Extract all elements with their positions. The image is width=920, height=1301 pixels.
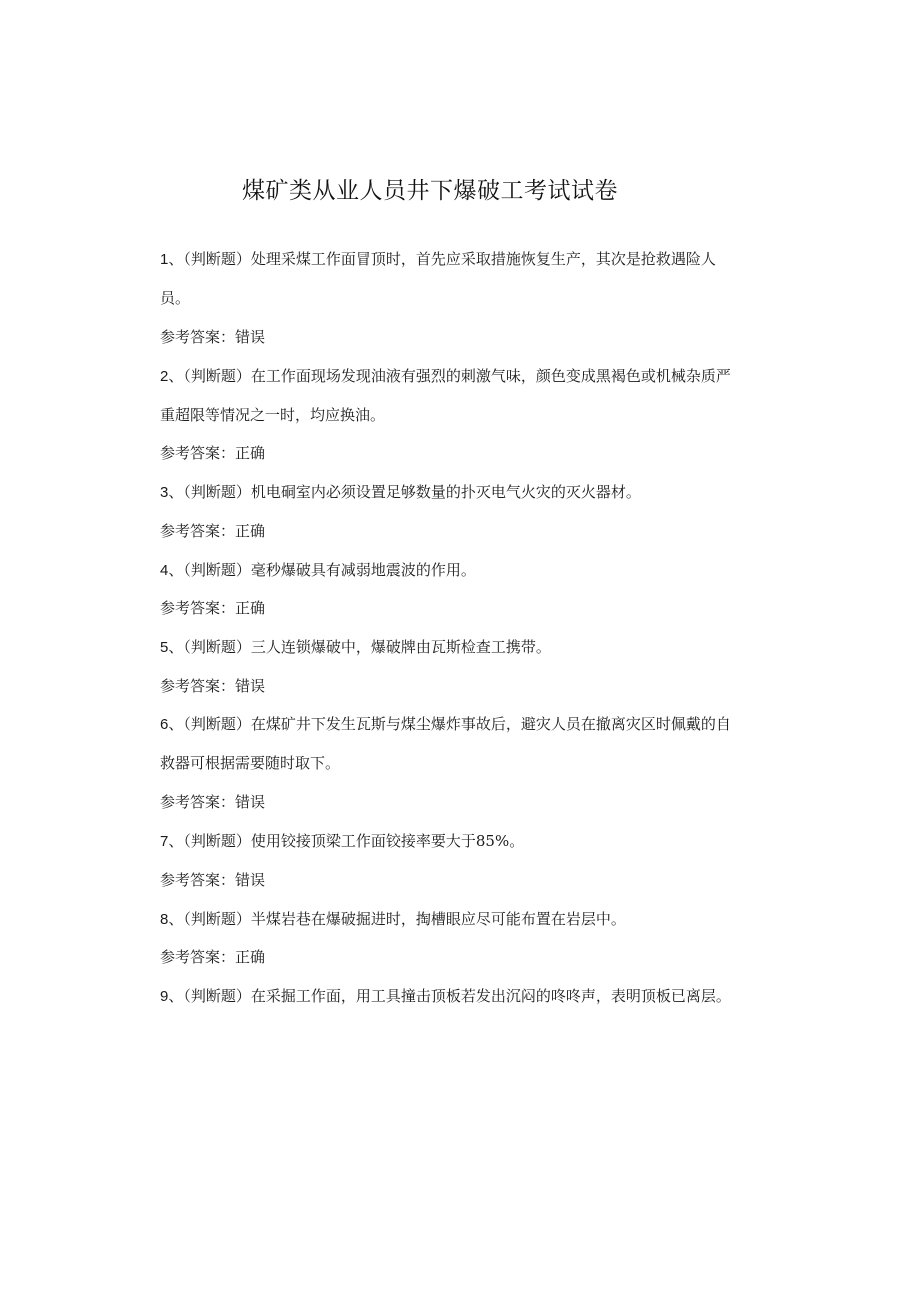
answer-label: 参考答案：: [160, 871, 236, 889]
answer-label: 参考答案：: [160, 328, 236, 346]
answer-value: 正确: [235, 522, 266, 540]
question-text: 处理采煤工作面冒顶时，首先应采取措施恢复生产，其次是抢救遇险人: [250, 250, 716, 268]
answer-label: 参考答案：: [160, 522, 236, 540]
question-number: 9: [160, 988, 169, 1005]
question-number: 1: [160, 251, 169, 268]
question-9: 9、（判断题）在采掘工作面，用工具撞击顶板若发出沉闷的咚咚声，表明顶板已离层。: [160, 987, 731, 1005]
question-type: （判断题）: [183, 483, 251, 501]
answer-8: [160, 947, 760, 967]
answer-label: 参考答案：: [160, 599, 236, 617]
answer-label: 参考答案：: [160, 444, 236, 462]
answer-value: 错误: [235, 871, 266, 889]
question-type: （判断题）: [183, 987, 251, 1005]
answer-7: [160, 870, 760, 890]
page-title: 煤矿类从业人员井下爆破工考试试卷: [242, 178, 618, 204]
question-number: 2: [160, 368, 169, 385]
question-2: 2、（判断题）在工作面现场发现油液有强烈的刺激气味，颜色变成黑褐色或机械杂质严: [160, 367, 731, 385]
answer-label: 参考答案：: [160, 948, 236, 966]
answer-1: [160, 327, 760, 347]
answer-5: [160, 676, 760, 696]
question-text: 在工作面现场发现油液有强烈的刺激气味，颜色变成黑褐色或机械杂质严: [250, 367, 731, 385]
answer-value: 错误: [235, 677, 266, 695]
answer-value: 正确: [235, 599, 266, 617]
answer-value: 正确: [235, 444, 266, 462]
question-number: 5: [160, 639, 169, 656]
answer-2: [160, 443, 760, 463]
question-text: 在采掘工作面，用工具撞击顶板若发出沉闷的咚咚声，表明顶板已离层。: [250, 987, 731, 1005]
question-5: 5、（判断题）三人连锁爆破中，爆破牌由瓦斯检查工携带。: [160, 638, 551, 656]
question-text: 三人连锁爆破中，爆破牌由瓦斯检查工携带。: [250, 638, 551, 656]
answer-value: 正确: [235, 948, 266, 966]
answer-label: 参考答案：: [160, 793, 236, 811]
question-number: 4: [160, 562, 169, 579]
answer-value: 错误: [235, 793, 266, 811]
answer-value: 错误: [235, 328, 266, 346]
question-number: 7: [160, 833, 169, 850]
question-text: 使用铰接顶梁工作面铰接率要大于85%。: [250, 832, 525, 850]
question-text: 半煤岩巷在爆破掘进时，掏槽眼应尽可能布置在岩层中。: [250, 910, 626, 928]
question-type: （判断题）: [183, 715, 251, 733]
question-number: 3: [160, 484, 169, 501]
question-7: 7、（判断题）使用铰接顶梁工作面铰接率要大于85%。: [160, 832, 525, 850]
question-number: 8: [160, 911, 169, 928]
question-6: 6、（判断题）在煤矿井下发生瓦斯与煤尘爆炸事故后，避灾人员在撤离灾区时佩戴的自: [160, 715, 731, 733]
question-type: （判断题）: [183, 561, 251, 579]
question-type: （判断题）: [183, 638, 251, 656]
question-type: （判断题）: [183, 250, 251, 268]
question-number: 6: [160, 716, 169, 733]
question-text: 在煤矿井下发生瓦斯与煤尘爆炸事故后，避灾人员在撤离灾区时佩戴的自: [250, 715, 731, 733]
question-6-cont: 救器可根据需要随时取下。: [160, 754, 341, 772]
question-3: 3、（判断题）机电硐室内必须设置足够数量的扑灭电气火灾的灭火器材。: [160, 483, 641, 501]
question-1: 1、（判断题）处理采煤工作面冒顶时，首先应采取措施恢复生产，其次是抢救遇险人: [160, 250, 716, 268]
answer-label: 参考答案：: [160, 677, 236, 695]
answer-3: [160, 521, 760, 541]
question-1-cont: 员。: [160, 289, 191, 307]
question-text: 毫秒爆破具有减弱地震波的作用。: [250, 561, 476, 579]
question-text: 机电硐室内必须设置足够数量的扑灭电气火灾的灭火器材。: [250, 483, 641, 501]
answer-4: [160, 598, 760, 618]
question-8: 8、（判断题）半煤岩巷在爆破掘进时，掏槽眼应尽可能布置在岩层中。: [160, 910, 626, 928]
question-type: （判断题）: [183, 367, 251, 385]
question-4: 4、（判断题）毫秒爆破具有减弱地震波的作用。: [160, 561, 476, 579]
question-type: （判断题）: [183, 832, 251, 850]
question-type: （判断题）: [183, 910, 251, 928]
question-2-cont: 重超限等情况之一时，均应换油。: [160, 406, 386, 424]
answer-6: [160, 792, 760, 812]
